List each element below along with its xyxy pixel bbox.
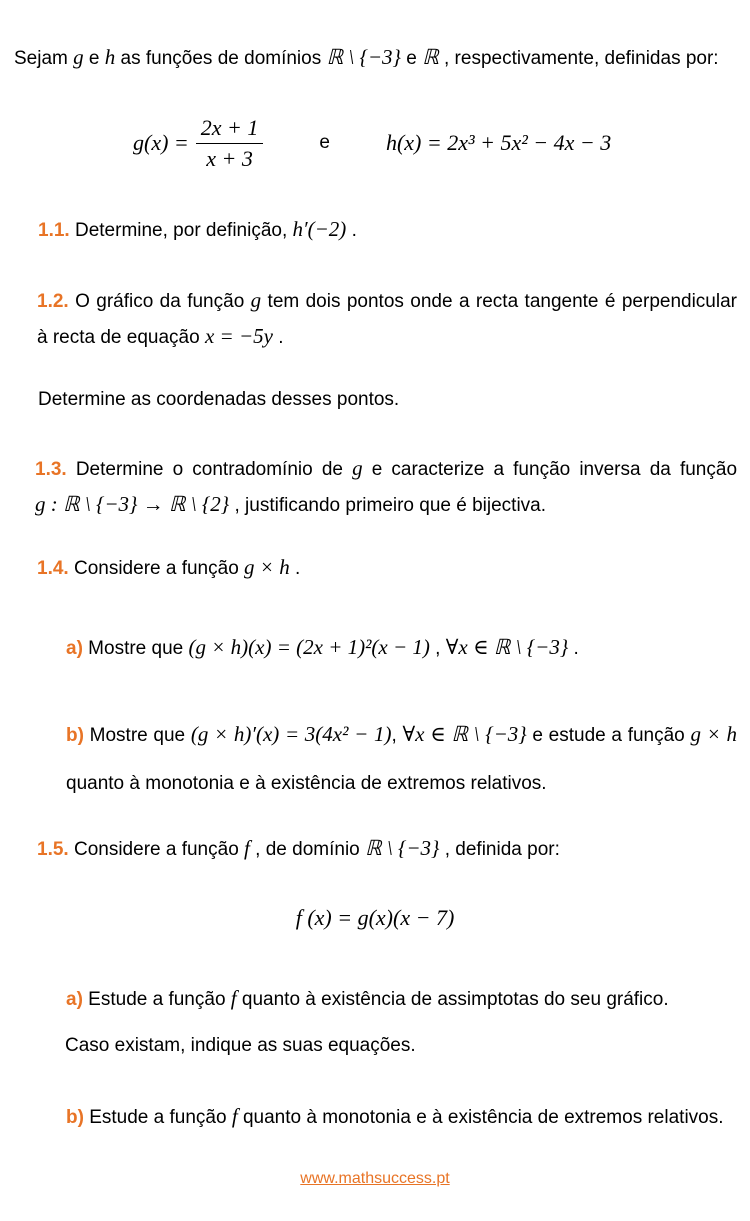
- text-run: Considere a função: [68, 839, 245, 860]
- section-1-1: [38, 214, 357, 246]
- math-run-g: g: [250, 288, 262, 312]
- formula-g-lhs: g(x) =: [133, 130, 189, 155]
- text-run: Mostre que: [82, 638, 189, 659]
- fraction-numerator: 2x + 1: [200, 114, 259, 140]
- math-run-domain-g: ℝ \ {−3}: [326, 45, 401, 69]
- text-run: Estude a função: [83, 1107, 232, 1128]
- item-label: b): [66, 1107, 84, 1128]
- text-run: .: [346, 220, 357, 241]
- item-label: a): [66, 989, 83, 1010]
- text-run: as funções de domínios: [115, 48, 327, 69]
- paragraph-determine-coordenadas: [38, 385, 399, 415]
- section-1-3: [35, 451, 737, 523]
- text-run: , justificando primeiro que é bijectiva.: [229, 495, 547, 516]
- text-run: tem dois pontos onde a recta tangente é perpendicular à recta de equação: [37, 291, 737, 348]
- math-run-h-prime: h′(−2): [292, 217, 347, 241]
- text-run: Determine o contradomínio de: [66, 459, 353, 480]
- text-run: .: [568, 638, 579, 659]
- text-run: Estude a função: [82, 989, 231, 1010]
- math-run-f: f: [231, 1104, 238, 1128]
- text-run: Considere a função: [68, 558, 245, 579]
- item-label: a): [66, 638, 83, 659]
- text-run: e estude a função: [526, 725, 691, 746]
- fraction-g: [196, 115, 264, 172]
- text-run: Determine as coordenadas desses pontos.: [38, 389, 400, 410]
- math-run-line-equation: x = −5y: [204, 324, 273, 348]
- section-label: 1.1.: [38, 220, 70, 241]
- text-run: O gráfico da função: [68, 291, 251, 312]
- item-1-5-b: [66, 1101, 724, 1133]
- math-run-domain: ℝ \ {−3}: [365, 836, 440, 860]
- text-run: ,: [429, 638, 446, 659]
- text-run: quanto à existência de assimptotas do seu gráfico.: [236, 989, 669, 1010]
- item-1-4-a: [66, 632, 579, 664]
- formula-h: h(x) = 2x³ + 5x² − 4x − 3: [385, 130, 612, 155]
- math-run-product-formula: (g × h)(x) = (2x + 1)²(x − 1): [188, 635, 430, 659]
- item-1-4-b: [66, 710, 737, 808]
- section-1-5: [37, 833, 560, 865]
- text-run: ,: [391, 725, 403, 746]
- paragraph-caso-existam: [65, 1031, 416, 1061]
- section-label: 1.3.: [35, 459, 67, 480]
- math-run-forall: ∀x ∈ ℝ \ {−3}: [402, 722, 527, 746]
- text-run: Mostre que: [83, 725, 191, 746]
- section-label: 1.2.: [37, 291, 69, 312]
- math-run-g-times-h: g × h: [690, 722, 738, 746]
- text-run: Caso existam, indique as suas equações.: [65, 1035, 416, 1056]
- math-run-derivative-formula: (g × h)′(x) = 3(4x² − 1): [190, 722, 392, 746]
- page-footer: [0, 1163, 750, 1194]
- footer-link[interactable]: www.mathsuccess.pt: [300, 1170, 450, 1187]
- text-run: Sejam: [14, 48, 74, 69]
- definitions-formula-row: [0, 103, 750, 183]
- math-run-g: g: [352, 456, 363, 480]
- math-run-g-mapping: g : ℝ \ {−3} → ℝ \ {2}: [35, 492, 230, 516]
- math-run-f: f: [244, 836, 250, 860]
- text-run: e: [400, 48, 423, 69]
- text-run: , definida por:: [439, 839, 560, 860]
- formula-g: [133, 115, 263, 172]
- text-run: quanto à monotonia e à existência de extremos relativos.: [66, 773, 547, 794]
- item-1-5-a: [66, 983, 669, 1015]
- intro-paragraph: [14, 42, 719, 74]
- text-run: e caracterize a função inversa da função: [362, 459, 738, 480]
- item-label: b): [66, 725, 84, 746]
- math-run-g: g: [73, 45, 84, 69]
- section-1-4: [37, 552, 300, 584]
- text-run: quanto à monotonia e à existência de extremos relativos.: [237, 1107, 724, 1128]
- text-run: .: [289, 558, 301, 579]
- math-run-forall: ∀x ∈ ℝ \ {−3}: [445, 635, 569, 659]
- text-run: Determine, por definição,: [69, 220, 293, 241]
- text-run: .: [272, 327, 284, 348]
- text-run: , respectivamente, definidas por:: [438, 48, 719, 69]
- formula-separator: e: [319, 132, 330, 153]
- text-run: e: [83, 48, 105, 69]
- math-run-f-definition: f (x) = g(x)(x − 7): [295, 905, 455, 930]
- math-run-domain-h: ℝ: [422, 45, 439, 69]
- text-run: , de domínio: [249, 839, 366, 860]
- fraction-denominator: x + 3: [196, 143, 264, 172]
- section-label: 1.4.: [37, 558, 69, 579]
- math-run-g-times-h: g × h: [244, 555, 290, 579]
- section-1-2: [37, 283, 737, 355]
- math-run-h: h: [104, 45, 116, 69]
- math-run-f: f: [230, 986, 237, 1010]
- formula-f: [0, 903, 750, 935]
- section-label: 1.5.: [37, 839, 69, 860]
